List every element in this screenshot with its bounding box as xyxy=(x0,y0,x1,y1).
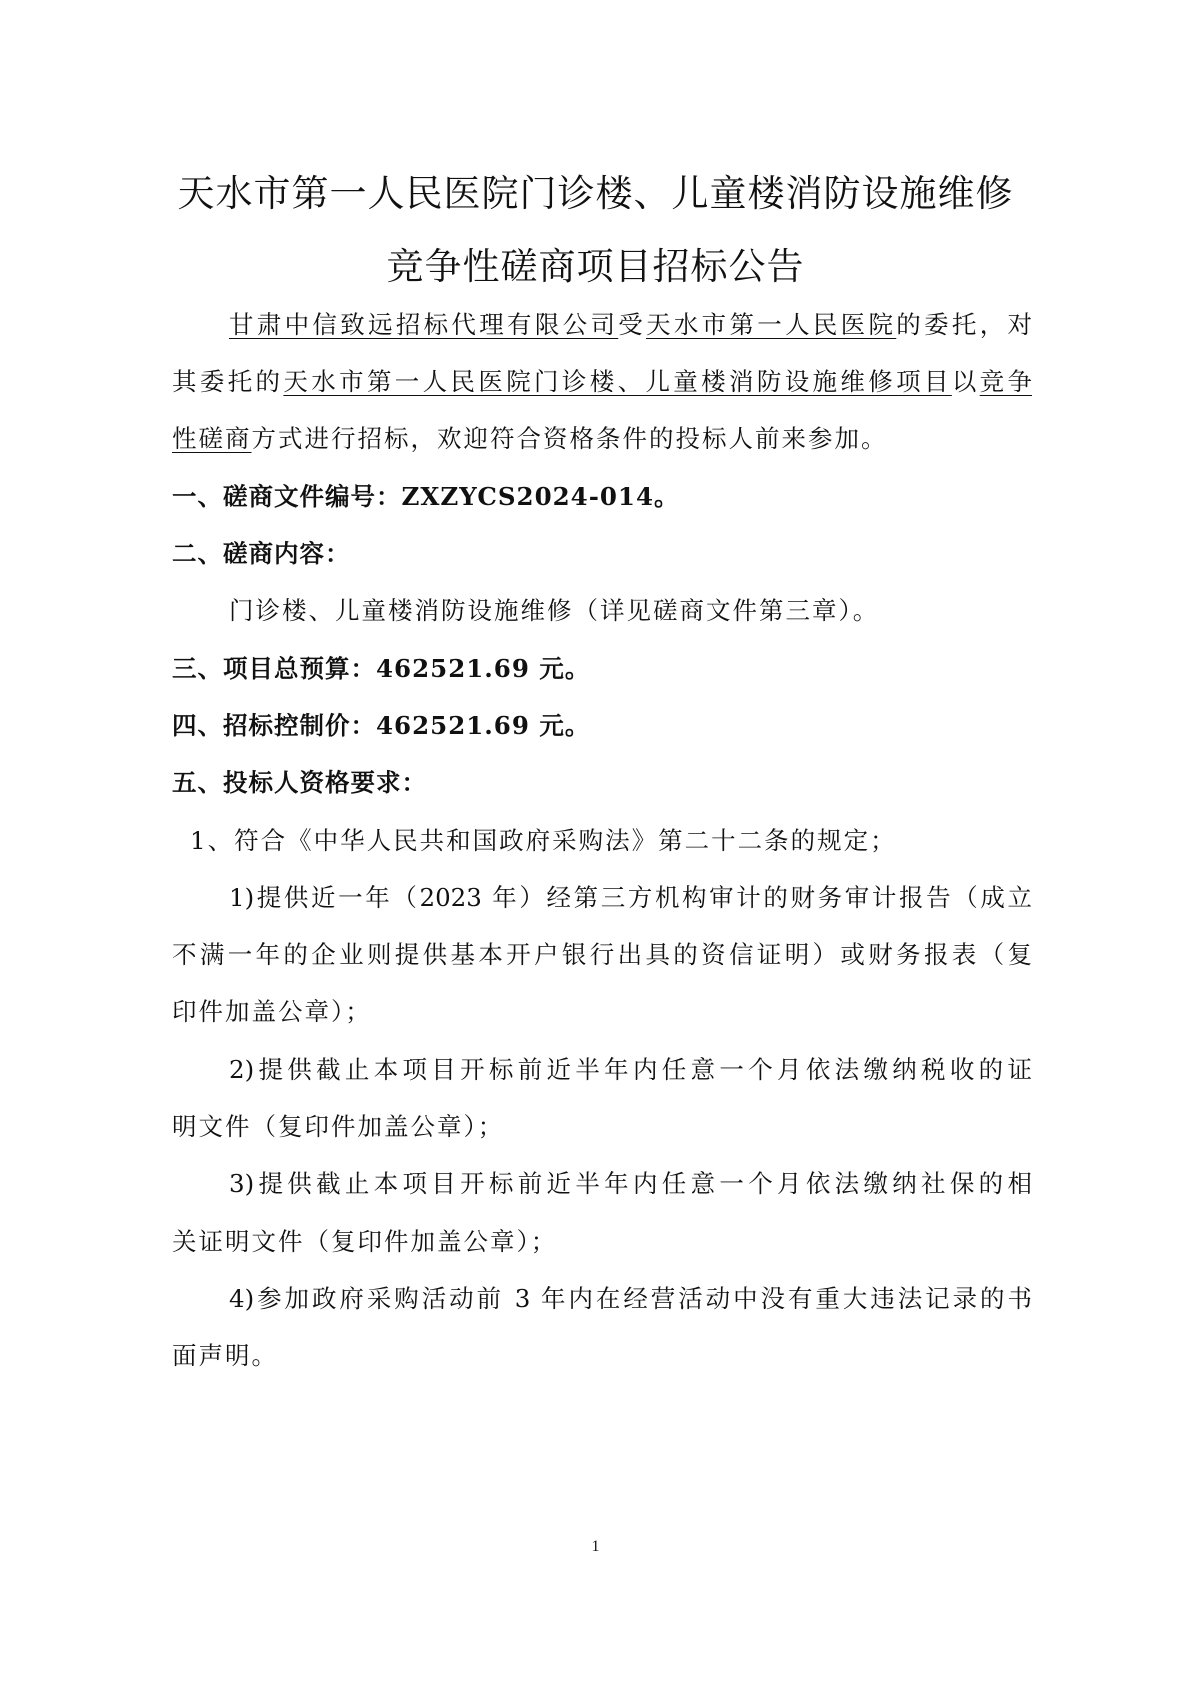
intro-line-3 xyxy=(172,423,1032,455)
intro-line2-mid: 以 xyxy=(951,367,980,396)
requirement-1-4-line-b: 面声明。 xyxy=(172,1341,278,1370)
project-name: 天水市第一人民医院门诊楼、儿童楼消防设施维修项目 xyxy=(283,367,952,396)
requirement-1-4-line-a: 4)参加政府采购活动前 3 年内在经营活动中没有重大违法记录的书 xyxy=(229,1284,1032,1313)
procurement-method-part2: 性磋商 xyxy=(172,424,252,453)
requirement-1-2-line-b: 明文件（复印件加盖公章）； xyxy=(172,1112,505,1141)
intro-entrust: 的委托，对 xyxy=(896,310,1033,339)
intro-by: 受 xyxy=(618,310,647,339)
requirement-1-1-line-a: 1)提供近一年（2023 年）经第三方机构审计的财务审计报告（成立 xyxy=(229,883,1032,912)
requirement-1-3-line-a: 3)提供截止本项目开标前近半年内任意一个月依法缴纳社保的相 xyxy=(229,1169,1032,1198)
document-title-line-2: 竞争性磋商项目招标公告 xyxy=(386,245,805,288)
requirement-1-2-line-a: 2)提供截止本项目开标前近半年内任意一个月依法缴纳税收的证 xyxy=(229,1055,1032,1084)
intro-line2-prefix: 其委托的 xyxy=(172,367,284,396)
intro-line-2 xyxy=(172,366,1032,398)
requirement-1: 1、符合《中华人民共和国政府采购法》第二十二条的规定； xyxy=(190,826,897,855)
intro-line3-rest: 方式进行招标，欢迎符合资格条件的投标人前来参加。 xyxy=(251,424,888,453)
intro-line-1 xyxy=(229,309,1032,341)
procurement-method-part1: 竞争 xyxy=(979,367,1033,396)
requirement-1-3-line-b: 关证明文件（复印件加盖公章）； xyxy=(172,1227,558,1256)
agency-name: 甘肃中信致远招标代理有限公司 xyxy=(229,310,619,339)
client-name: 天水市第一人民医院 xyxy=(646,310,897,339)
requirement-1-1-line-b: 不满一年的企业则提供基本开户银行出具的资信证明）或财务报表（复 xyxy=(172,940,1032,969)
section-1-document-number: 一、磋商文件编号：ZXZYCS2024-014。 xyxy=(172,482,680,511)
section-2-heading: 二、磋商内容： xyxy=(172,539,351,568)
requirement-1-1-line-c: 印件加盖公章）； xyxy=(172,997,372,1026)
page-number: 1 xyxy=(591,1538,600,1555)
document-title-line-1: 天水市第一人民医院门诊楼、儿童楼消防设施维修 xyxy=(177,172,1014,215)
section-3-budget: 三、项目总预算：462521.69 元。 xyxy=(172,654,591,683)
section-2-body: 门诊楼、儿童楼消防设施维修（详见磋商文件第三章）。 xyxy=(229,596,880,625)
section-4-control-price: 四、招标控制价：462521.69 元。 xyxy=(172,711,591,740)
section-5-heading: 五、投标人资格要求： xyxy=(172,768,427,797)
